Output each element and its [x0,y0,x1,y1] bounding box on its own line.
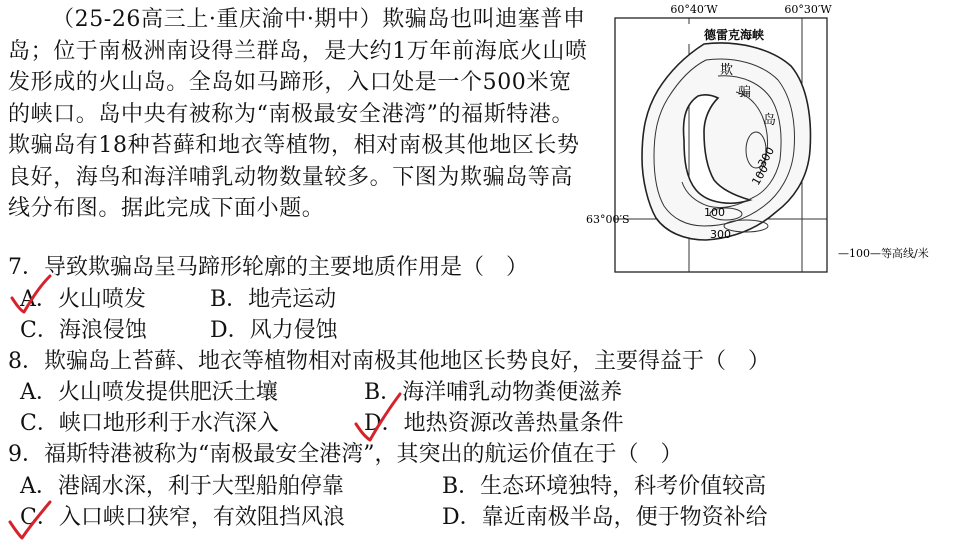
question-9-option-c[interactable]: C．入口峡口狭窄，有效阻挡风浪 [20,505,345,530]
question-8-option-d[interactable]: D．地热资源改善热量条件 [364,411,624,436]
question-9-stem: 9．福斯特港被称为“南极最安全港湾”，其突出的航运价值在于（ ） [8,442,683,467]
question-7-option-c[interactable]: C．海浪侵蚀 [20,318,147,343]
question-9-option-b[interactable]: B．生态环境独特，科考价值较高 [442,474,767,499]
contour-label-300-east: 300 [755,144,778,170]
contour-label-300-south: 300 [710,228,731,241]
contour-label-100-east: 100 [749,162,772,188]
question-9-option-a[interactable]: A．港阔水深，利于大型船舶停靠 [20,474,344,499]
contour-map-svg [586,0,960,280]
map-legend: —100—等高线/米 [838,247,929,260]
latitude-label: 63°00′S [586,213,630,226]
contour-map [586,0,960,280]
question-7-stem: 7．导致欺骗岛呈马蹄形轮廓的主要地质作用是（ ） [8,255,528,280]
passage-text: （25-26高三上·重庆渝中·期中）欺骗岛也叫迪塞普申岛；位于南极洲南设得兰群岛，是大约1万年前海底火山喷发形成的火山岛。全岛如马蹄形，入口处是一个500米宽的峡口。岛中央有被称为“南极最安全港湾”的福斯特港。欺骗岛有18种苔藓和地衣等植物，相对南极其他地区长势良好，海鸟和海洋哺乳动物数量较多。下图为欺骗岛等高线分布图。据此完成下面小题。 [8,7,588,221]
island-char-3: 岛 [763,113,777,128]
question-8-stem: 8．欺骗岛上苔藓、地衣等植物相对南极其他地区长势良好，主要得益于（ ） [8,349,770,374]
longitude-label-left: 60°40′W [670,3,718,16]
contour-label-100-south: 100 [704,206,725,219]
strait-label: 德雷克海峡 [703,28,765,42]
question-8-option-c[interactable]: C．峡口地形利于水汽深入 [20,411,279,436]
longitude-label-right: 60°30′W [784,3,832,16]
reading-passage [8,4,588,225]
question-8-option-a[interactable]: A．火山喷发提供肥沃土壤 [20,380,278,405]
island-char-2: 骗 [738,85,752,100]
island-char-1: 欺 [720,63,734,78]
question-7-option-d[interactable]: D．风力侵蚀 [210,318,338,343]
question-7-option-b[interactable]: B．地壳运动 [210,287,337,312]
question-9-option-d[interactable]: D．靠近南极半岛，便于物资补给 [442,505,768,530]
question-7-option-a[interactable]: A．火山喷发 [20,287,146,312]
question-8-option-b[interactable]: B．海洋哺乳动物粪便滋养 [364,380,623,405]
